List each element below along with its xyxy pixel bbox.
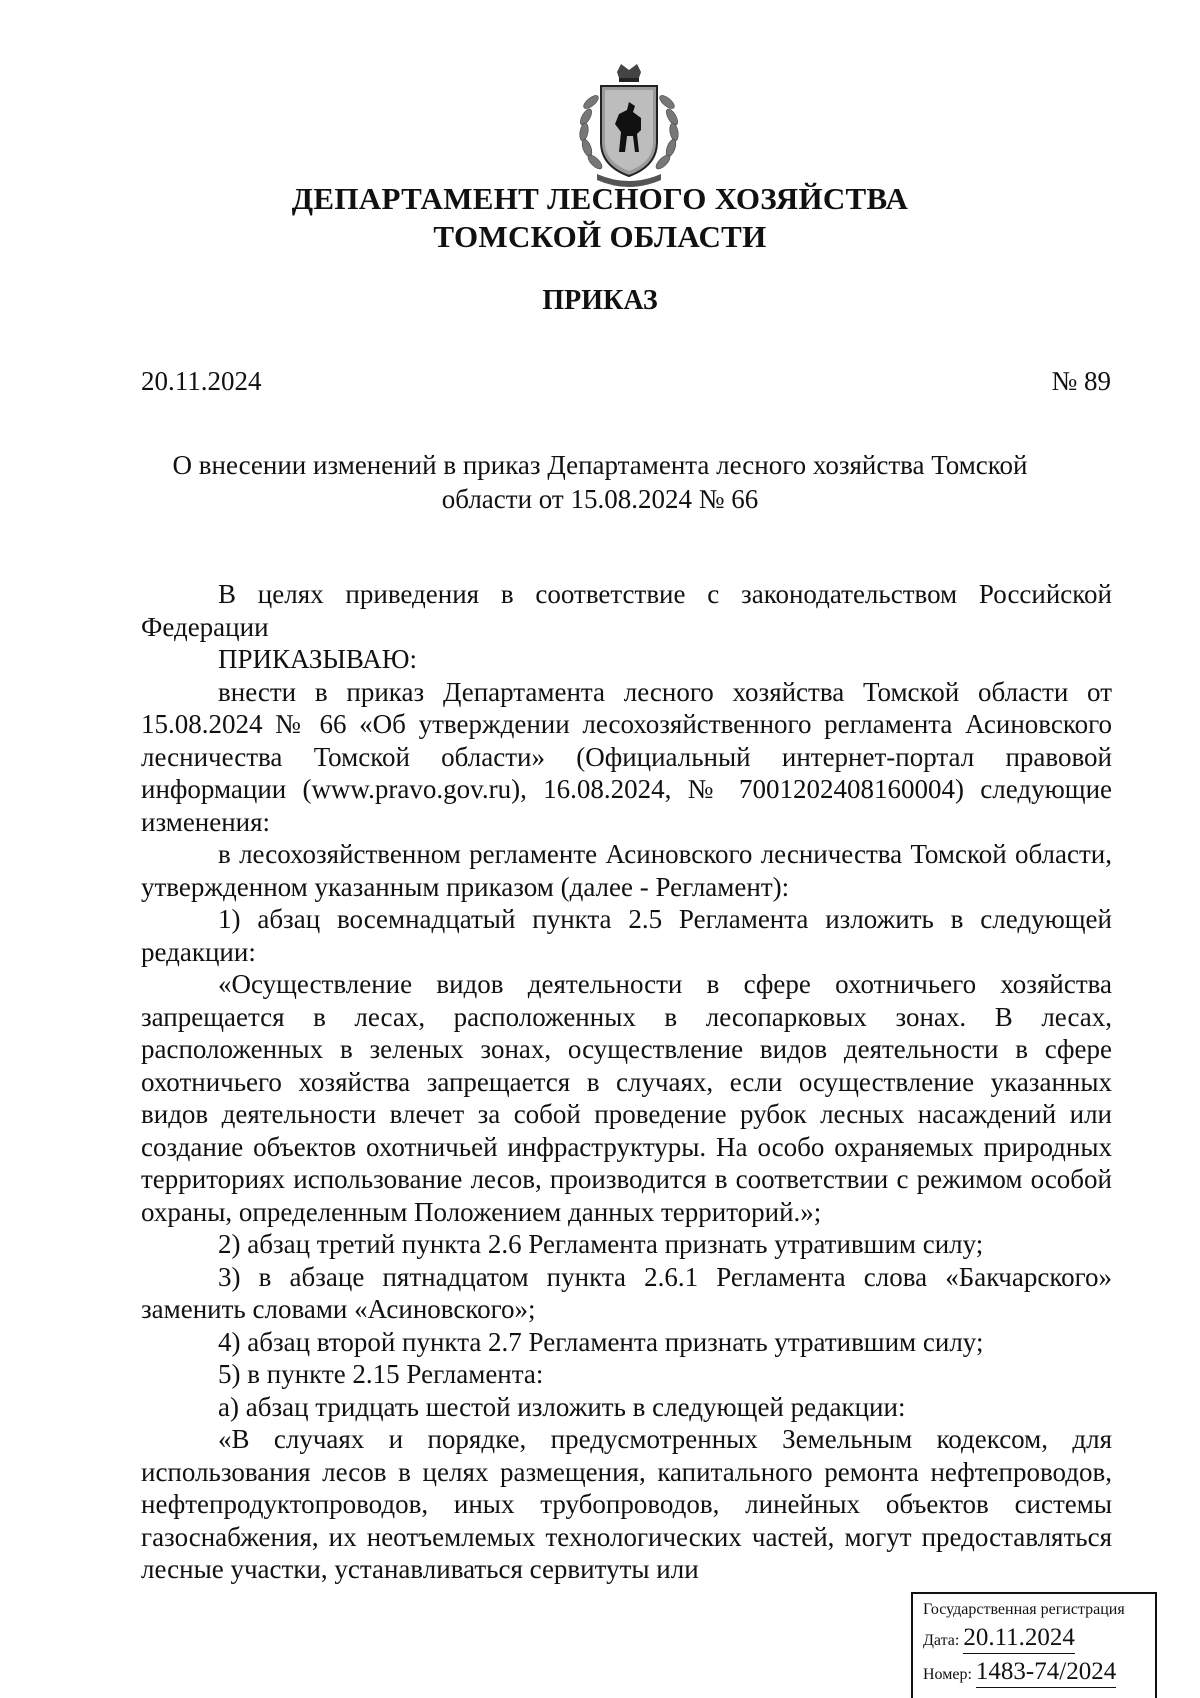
stamp-date-value: 20.11.2024	[963, 1623, 1075, 1654]
organization-title	[0, 180, 1200, 256]
subject-line-1: О внесении изменений в приказ Департамента лесного хозяйства Томской	[172, 450, 1028, 480]
stamp-number-value: 1483-74/2024	[976, 1657, 1116, 1688]
stamp-date-label: Дата:	[923, 1632, 960, 1649]
registration-stamp	[911, 1592, 1157, 1698]
body-paragraph: «Осуществление видов деятельности в сфере охотничьего хозяйства запрещается в лесах, расположенных в лесопарковых зонах. В лесах, расположенных в зеленых зонах, осуществление видов деятельности в сфере охотничьего хозяйства запрещается в случаях, если осуществление указанных видов деятельности влечет за собой проведение рубок лесных насаждений или создание объектов охотничьей инфраструктуры. На особо охраняемых природных территориях использование лесов, производится в соответствии с режимом особой охраны, определенным Положением данных территорий.»;	[141, 969, 1112, 1227]
subject-line-2: области от 15.08.2024 № 66	[441, 484, 759, 514]
body-paragraph: внести в приказ Департамента лесного хозяйства Томской области от 15.08.2024 № 66 «Об утверждении лесохозяйственного регламента Асиновского лесничества Томской области» (Официальный интернет-портал правовой информации (www.pravo.gov.ru), 16.08.2024, № 7001202408160004) следующие изменения:	[141, 676, 1112, 837]
stamp-title: Государственная регистрация	[923, 1601, 1125, 1618]
body-paragraph: 4) абзац второй пункта 2.7 Регламента признать утратившим силу;	[218, 1326, 984, 1357]
body-paragraph: 1) абзац восемнадцатый пункта 2.5 Регламента изложить в следующей редакции:	[141, 904, 1112, 967]
document-body	[141, 578, 1112, 1586]
body-paragraph: 2) абзац третий пункта 2.6 Регламента признать утратившим силу;	[218, 1229, 984, 1259]
body-paragraph: «В случаях и порядке, предусмотренных Земельным кодексом, для использования лесов в целях размещения, капитального ремонта нефтепроводов, нефтепродуктопроводов, иных трубопроводов, линейных объектов системы газоснабжения, их неотъемлемых технологических частей, могут предоставляться лесные участки, устанавливаться сервитуты или	[141, 1424, 1112, 1584]
document-subject	[0, 448, 1200, 516]
stamp-number-row	[923, 1657, 1147, 1688]
body-paragraph: в лесохозяйственном регламенте Асиновского лесничества Томской области, утвержденном указанным приказом (далее - Регламент):	[141, 839, 1112, 902]
document-type: ПРИКАЗ	[542, 285, 658, 316]
body-paragraph: а) абзац тридцать шестой изложить в следующей редакции:	[218, 1391, 906, 1422]
stamp-number-label: Номер:	[923, 1666, 972, 1683]
body-paragraph: 5) в пункте 2.15 Регламента:	[218, 1359, 544, 1389]
document-number: № 89	[1051, 366, 1111, 396]
coat-of-arms-icon	[569, 62, 689, 192]
document-date: 20.11.2024	[141, 366, 262, 396]
stamp-date-row	[923, 1623, 1147, 1654]
body-paragraph: 3) в абзаце пятнадцатом пункта 2.6.1 Регламента слова «Бакчарского» заменить словами «Асиновского»;	[141, 1261, 1112, 1324]
date-number-line	[141, 366, 1111, 397]
body-paragraph: В целях приведения в соответствие с законодательством Российской Федерации	[141, 579, 1112, 642]
organization-line-1: ДЕПАРТАМЕНТ ЛЕСНОГО ХОЗЯЙСТВА	[291, 181, 909, 216]
body-paragraph: ПРИКАЗЫВАЮ:	[218, 644, 417, 674]
organization-line-2: ТОМСКОЙ ОБЛАСТИ	[433, 219, 767, 254]
